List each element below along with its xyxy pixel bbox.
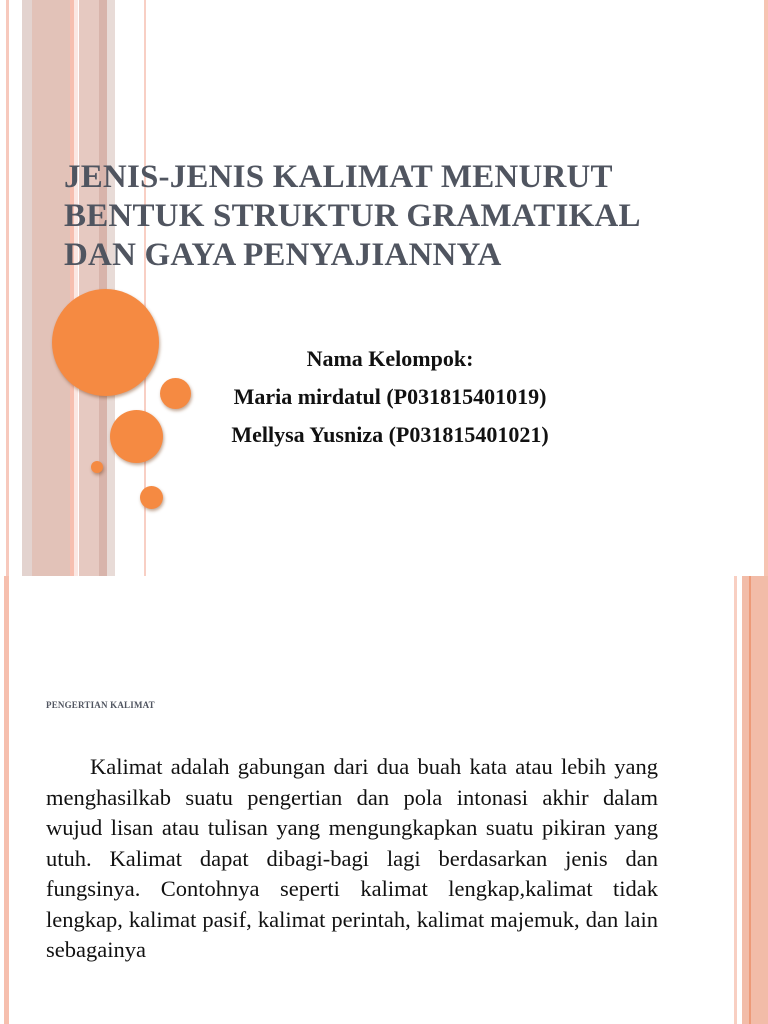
member-name: Maria mirdatul (P031815401019) (233, 384, 547, 409)
member-name: Mellysa Yusniza (P031815401021) (231, 422, 549, 447)
decorative-stripe (79, 0, 99, 576)
section-heading: PENGERTIAN KALIMAT (46, 700, 155, 710)
group-members (160, 340, 620, 454)
decorative-stripe (22, 0, 32, 576)
decorative-stripe-right (764, 0, 768, 576)
decorative-circle-small (140, 486, 163, 509)
slide-title (64, 158, 704, 275)
content-slide (0, 576, 768, 1024)
decorative-stripe (32, 0, 72, 576)
decorative-stripe (6, 0, 9, 576)
title-line: JENIS-JENIS KALIMAT MENURUT (64, 159, 613, 195)
decorative-stripe (4, 576, 9, 1024)
decorative-circle-medium (110, 410, 163, 463)
title-line: DAN GAYA PENYAJIANNYA (64, 237, 502, 273)
group-label: Nama Kelompok: (306, 346, 474, 371)
decorative-circle-large (52, 289, 159, 396)
decorative-stripe-right (749, 576, 751, 1024)
definition-paragraph: Kalimat adalah gabungan dari dua buah kata atau lebih yang menghasilkab suatu pengertian dan pola intonasi akhir dalam wujud lisan atau tulisan yang mengungkapkan suatu pikiran yang utuh. Kalimat dapat dibagi-bagi lagi berdasarkan jenis dan fungsinya. Contohnya seperti kalimat lengkap,kalimat tidak lengkap, kalimat pasif, kalimat perintah, kalimat majemuk, dan lain sebagainya (46, 754, 658, 962)
decorative-circle-tiny (91, 461, 103, 473)
decorative-stripe-right (742, 576, 768, 1024)
decorative-stripe (74, 0, 78, 576)
title-line: BENTUK STRUKTUR GRAMATIKAL (64, 198, 641, 234)
decorative-stripe-right (734, 576, 737, 1024)
decorative-stripe (99, 0, 107, 576)
decorative-stripe (107, 0, 115, 576)
